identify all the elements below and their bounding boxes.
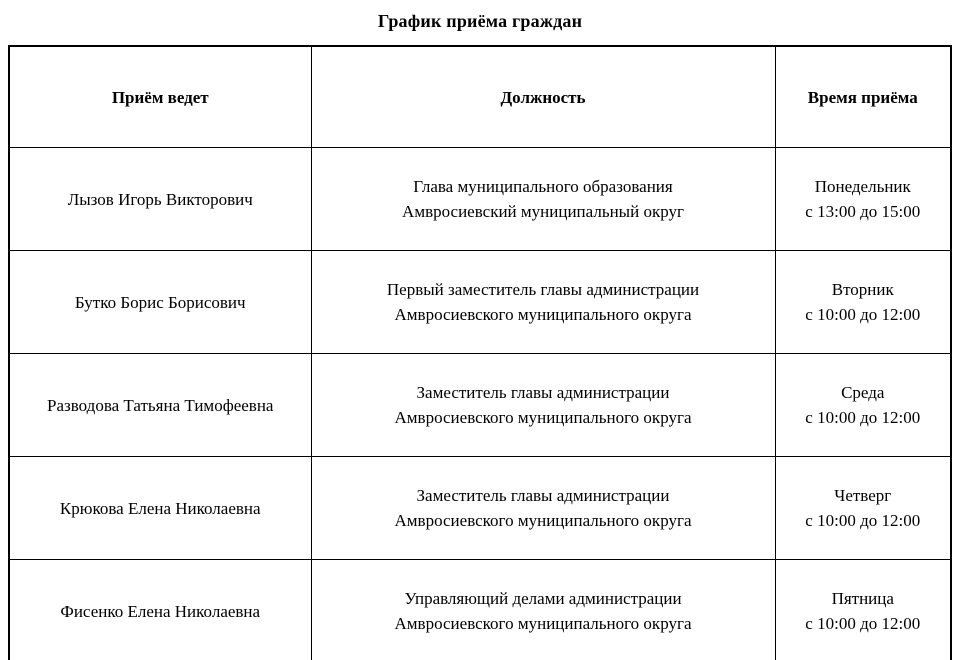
position-line-1: Управляющий делами администрации xyxy=(404,589,682,608)
position-line-1: Глава муниципального образования xyxy=(413,177,673,196)
position-line-2: Амвросиевского муниципального округа xyxy=(394,614,692,633)
header-cell-position: Должность xyxy=(311,46,775,148)
reception-day: Пятница xyxy=(831,589,894,608)
table-row xyxy=(9,354,951,457)
reception-time-cell xyxy=(775,457,951,560)
reception-time-cell xyxy=(775,354,951,457)
position-cell xyxy=(311,148,775,251)
reception-day: Среда xyxy=(841,383,885,402)
header-cell-time: Время приёма xyxy=(775,46,951,148)
position-cell xyxy=(311,354,775,457)
reception-schedule-table xyxy=(8,45,952,660)
position-line-1: Первый заместитель главы администрации xyxy=(386,280,700,299)
table-header-row xyxy=(9,46,951,148)
person-name-cell: Лызов Игорь Викторович xyxy=(9,148,311,251)
position-cell xyxy=(311,560,775,660)
page-title: График приёма граждан xyxy=(377,11,583,31)
person-name-cell: Бутко Борис Борисович xyxy=(9,251,311,354)
position-cell xyxy=(311,457,775,560)
person-name-cell: Фисенко Елена Николаевна xyxy=(9,560,311,660)
table-row xyxy=(9,148,951,251)
position-line-2: Амвросиевского муниципального округа xyxy=(394,408,692,427)
reception-hours: с 10:00 до 12:00 xyxy=(805,305,921,324)
header-cell-person: Приём ведет xyxy=(9,46,311,148)
position-line-1: Заместитель главы администрации xyxy=(416,383,670,402)
reception-day: Понедельник xyxy=(814,177,911,196)
reception-time-cell xyxy=(775,148,951,251)
reception-time-cell xyxy=(775,251,951,354)
reception-hours: с 10:00 до 12:00 xyxy=(805,408,921,427)
position-line-1: Заместитель главы администрации xyxy=(416,486,670,505)
person-name-cell: Разводова Татьяна Тимофеевна xyxy=(9,354,311,457)
position-line-2: Амвросиевского муниципального округа xyxy=(394,305,692,324)
table-row xyxy=(9,457,951,560)
reception-hours: с 13:00 до 15:00 xyxy=(805,202,921,221)
position-line-2: Амвросиевский муниципальный округ xyxy=(402,202,684,221)
reception-time-cell xyxy=(775,560,951,660)
position-line-2: Амвросиевского муниципального округа xyxy=(394,511,692,530)
table-row xyxy=(9,560,951,660)
position-cell xyxy=(311,251,775,354)
table-row xyxy=(9,251,951,354)
reception-day: Вторник xyxy=(831,280,894,299)
reception-hours: с 10:00 до 12:00 xyxy=(805,511,921,530)
person-name-cell: Крюкова Елена Николаевна xyxy=(9,457,311,560)
reception-hours: с 10:00 до 12:00 xyxy=(805,614,921,633)
reception-day: Четверг xyxy=(834,486,892,505)
